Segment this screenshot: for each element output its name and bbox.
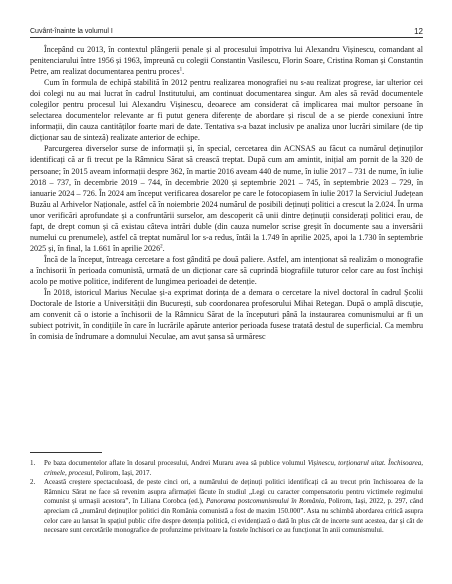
book-title: Vișinescu, torționarul uitat. Închisoarea, crimele, procesul [44, 459, 423, 477]
paragraph-tail: . [162, 243, 165, 253]
body-paragraph [30, 143, 423, 253]
footnote [30, 478, 423, 536]
running-title: Cuvânt-înainte la volumul I [30, 28, 113, 35]
paragraph-text: Încă de la început, întreaga cercetare a fost gândită pe două paliere. Astfel, am intenționat să realizăm o monografie a închisorii în perioada comunistă, urmată de un dicționar care să cuprindă biografiile tuturor celor care au fost închiși acolo pe motive politice, indiferent de lungimea perioadei de detenție. [30, 254, 423, 286]
footnote-number: 1. [30, 459, 36, 467]
paragraph-text: Începând cu 2013, în contextul plângerii penale și al procesului împotriva lui Alexandru Vișinescu, comandant al penitenciarului între 1956 și 1963, împreună cu colegii Constantin Vasilescu, Florin Soare, Cristina Roman și Constantin Petre, am realizat documentarea pentru proces [30, 45, 423, 77]
body-paragraph [30, 287, 423, 342]
paragraph-text: Parcurgerea diverselor surse de informații și, în special, cercetarea din ACNSAS au făcut ca numărul deținuților identificați că ar fi trecut pe la Râmnicu Sărat să crească treptat. După cum am amintit, inițial am pornit de la 320 de persoane; în 2015 aveam informații despre 362, în martie 2016 aveam 440 de nume, în iulie 2017 – 731 de nume, în iulie 2018 – 737, în decembrie 2019 – 744, în decembrie 2020 și septembrie 2021 – 745, în septembrie 2023 – 729, în ianuarie 2024 – 726. În 2024 am început verificarea dosarelor pe care le fotocopiasem în iulie 2017 la Serviciul Județean Buzău al Arhivelor Naționale, astfel că în noiembrie 2024 numărul de posibili deținuți politici a crescut la 2.024. În urma unor verificări aprofundate și a confruntării surselor, am descoperit că unii dintre deținuții considerați politici erau, de fapt, de drept comun și că existau câteva intrări duble (din cauza numelor scrise greșit în documente sau a inversării numelui cu prenumele), astfel că treptat numărul lor s-a redus, întâi la 1.749 în aprilie 2025, apoi la 1.730 în septembrie 2025 și, în final, la 1.661 în aprilie 2026 [30, 144, 423, 253]
body-paragraph [30, 44, 423, 77]
footnote-text [44, 459, 423, 478]
main-text [30, 44, 423, 342]
footnotes-section [30, 452, 423, 536]
footnote-divider [30, 452, 102, 453]
footnote [30, 459, 423, 478]
paragraph-tail: . [182, 67, 185, 77]
paragraph-text: În 2018, istoricul Marius Neculae și-a exprimat dorința de a demara o cercetare la nivel doctoral în cadrul Școlii Doctorale de Istorie a Universității din București, sub coordonarea profesorului Mihai Retegan. După o amplă discuție, am convenit că o istorie a închisorii de la Râmnicu Sărat de la începuturi până la instaurarea comunismului ar fi un subiect potrivit, în condițiile în care în lucrările apărute anterior perioada fusese tratată destul de superficial. Ca membru în comisia de îndrumare a domnului Neculae, am avut șansa să urmăresc [30, 288, 423, 342]
book-title: Panorama postcomunismului în România [205, 497, 325, 506]
footnote-reference[interactable]: 1 [179, 67, 183, 73]
page-number: 12 [414, 27, 423, 36]
footnote-text-part: Pe baza documentelor aflate în dosarul procesului, Andrei Muraru avea să publice volumul [44, 459, 308, 467]
running-header [30, 24, 423, 38]
body-paragraph [30, 77, 423, 143]
footnote-text-part: , Polirom, Iași, 2022, p. 297, când apreciam că „numărul deținuților politici din România comunistă a fost de maxim 150.000”. Asta nu schimbă abordarea critică asupra celor care au lansat în spațiul public cifre despre detenția politică, ci evidențiază o dată în plus cât de incerte sunt acestea, dar și cât de necesare sunt cercetările monografice de profunzime privitoare la fostele închisori ce au funcționat în anii comunismului. [44, 497, 423, 535]
footnote-reference[interactable]: 2 [160, 244, 163, 250]
paragraph-text: Cum în formula de echipă stabilită în 2012 pentru realizarea monografiei nu s-au realizat progrese, iar ulterior cei doi colegi nu au mai lucrat în cadrul Institutului, am continuat documentarea singur. Am ales să revăd documentele colegilor pentru procesul lui Alexandru Vișinescu, deoarece am considerat că implicarea mai multor persoane în selectarea documentelor relevante ar fi putut genera diferențe de abordare și riscul de a se pierde conexiuni între informații, din cauza cantităților foarte mari de date. Tentativa s-a bazat inclusiv pe analiza unor lucrări similare (de tip dicționar sau de sinteză) realizate anterior de echipe. [30, 78, 423, 143]
body-paragraph [30, 254, 423, 287]
footnote-number: 2. [30, 478, 36, 487]
footnote-text-part: Această creștere spectaculoasă, de peste cinci ori, a numărului de deținuți politici identificați că au trecut prin închisoarea de la Râmnicu Sărat ne face să revenim asupra afirmației făcute în studiul „Legi cu caracter compensatoriu pentru victimele regimului comunist și urmașii acestora”, în Liliana Corobca (ed.), [44, 478, 423, 506]
footnote-text-part: , Polirom, Iași, 2017. [92, 468, 152, 477]
footnote-text [44, 478, 423, 536]
